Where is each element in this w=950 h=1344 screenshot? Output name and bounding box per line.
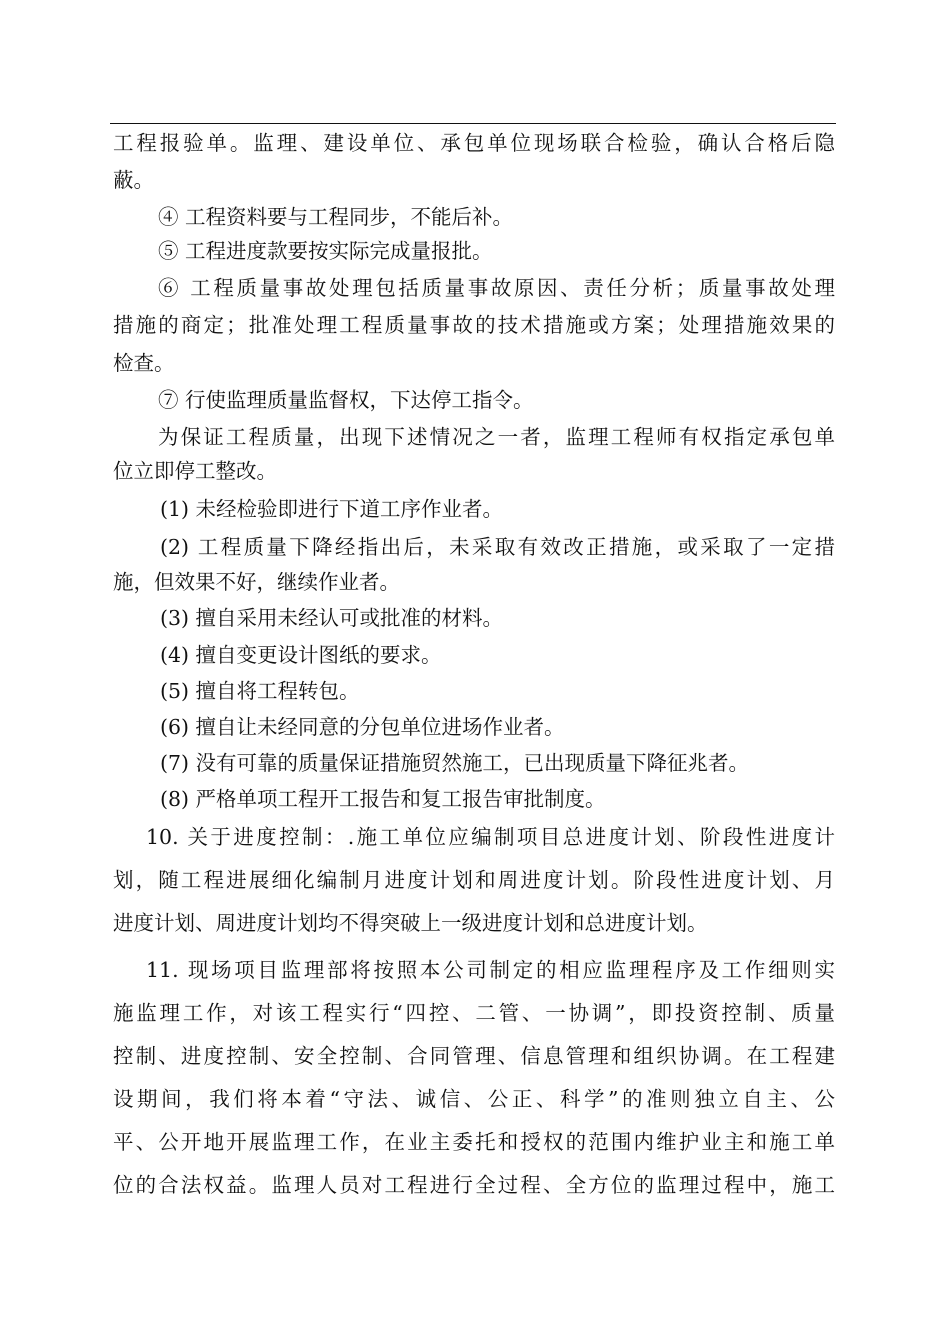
paragraph-start: 11. 现场项目监理部将按照本公司制定的相应监理程序及工作细则实 bbox=[146, 958, 835, 982]
text-line: 检查。 bbox=[113, 351, 175, 375]
list-item: (2) 工程质量下降经指出后，未采取有效改正措施，或采取了一定措 bbox=[160, 535, 835, 559]
text-line: 位立即停工整改。 bbox=[113, 459, 277, 483]
list-item: (7) 没有可靠的质量保证措施贸然施工，已出现质量下降征兆者。 bbox=[160, 751, 750, 775]
list-item: (3) 擅自采用未经认可或批准的材料。 bbox=[160, 606, 504, 630]
text-line: 控制、进度控制、安全控制、合同管理、信息管理和组织协调。在工程建 bbox=[113, 1044, 835, 1068]
header-rule bbox=[110, 123, 836, 124]
paragraph-start: 为保证工程质量，出现下述情况之一者，监理工程师有权指定承包单 bbox=[158, 425, 835, 449]
text-line: 蔽。 bbox=[113, 168, 154, 192]
list-item: (5) 擅自将工程转包。 bbox=[160, 679, 360, 703]
list-item: (8) 严格单项工程开工报告和复工报告审批制度。 bbox=[160, 787, 606, 811]
list-item: ⑦ 行使监理质量监督权，下达停工指令。 bbox=[158, 388, 534, 412]
text-line: 施监理工作，对该工程实行“四控、二管、一协调”，即投资控制、质量 bbox=[113, 1001, 835, 1025]
text-line: 平、公开地开展监理工作，在业主委托和授权的范围内维护业主和施工单 bbox=[113, 1130, 835, 1154]
text-line: 位的合法权益。监理人员对工程进行全过程、全方位的监理过程中，施工 bbox=[113, 1173, 835, 1197]
paragraph-start: 10. 关于进度控制：.施工单位应编制项目总进度计划、阶段性进度计 bbox=[146, 825, 835, 849]
text-line: 划，随工程进展细化编制月进度计划和周进度计划。阶段性进度计划、月 bbox=[113, 868, 835, 892]
text-line: 措施的商定；批准处理工程质量事故的技术措施或方案；处理措施效果的 bbox=[113, 313, 835, 337]
text-line: 设期间，我们将本着“守法、诚信、公正、科学”的准则独立自主、公 bbox=[113, 1087, 835, 1111]
list-item: (6) 擅自让未经同意的分包单位进场作业者。 bbox=[160, 715, 565, 739]
list-item: ④ 工程资料要与工程同步，不能后补。 bbox=[158, 205, 514, 229]
text-line: 工程报验单。监理、建设单位、承包单位现场联合检验，确认合格后隐 bbox=[113, 131, 835, 155]
list-item: ⑥ 工程质量事故处理包括质量事故原因、责任分析；质量事故处理 bbox=[158, 276, 835, 300]
text-line: 进度计划、周进度计划均不得突破上一级进度计划和总进度计划。 bbox=[113, 911, 708, 935]
list-item: (4) 擅自变更设计图纸的要求。 bbox=[160, 643, 442, 667]
list-item: ⑤ 工程进度款要按实际完成量报批。 bbox=[158, 239, 493, 263]
list-item: (1) 未经检验即进行下道工序作业者。 bbox=[160, 497, 504, 521]
text-line: 施，但效果不好，继续作业者。 bbox=[113, 570, 400, 594]
